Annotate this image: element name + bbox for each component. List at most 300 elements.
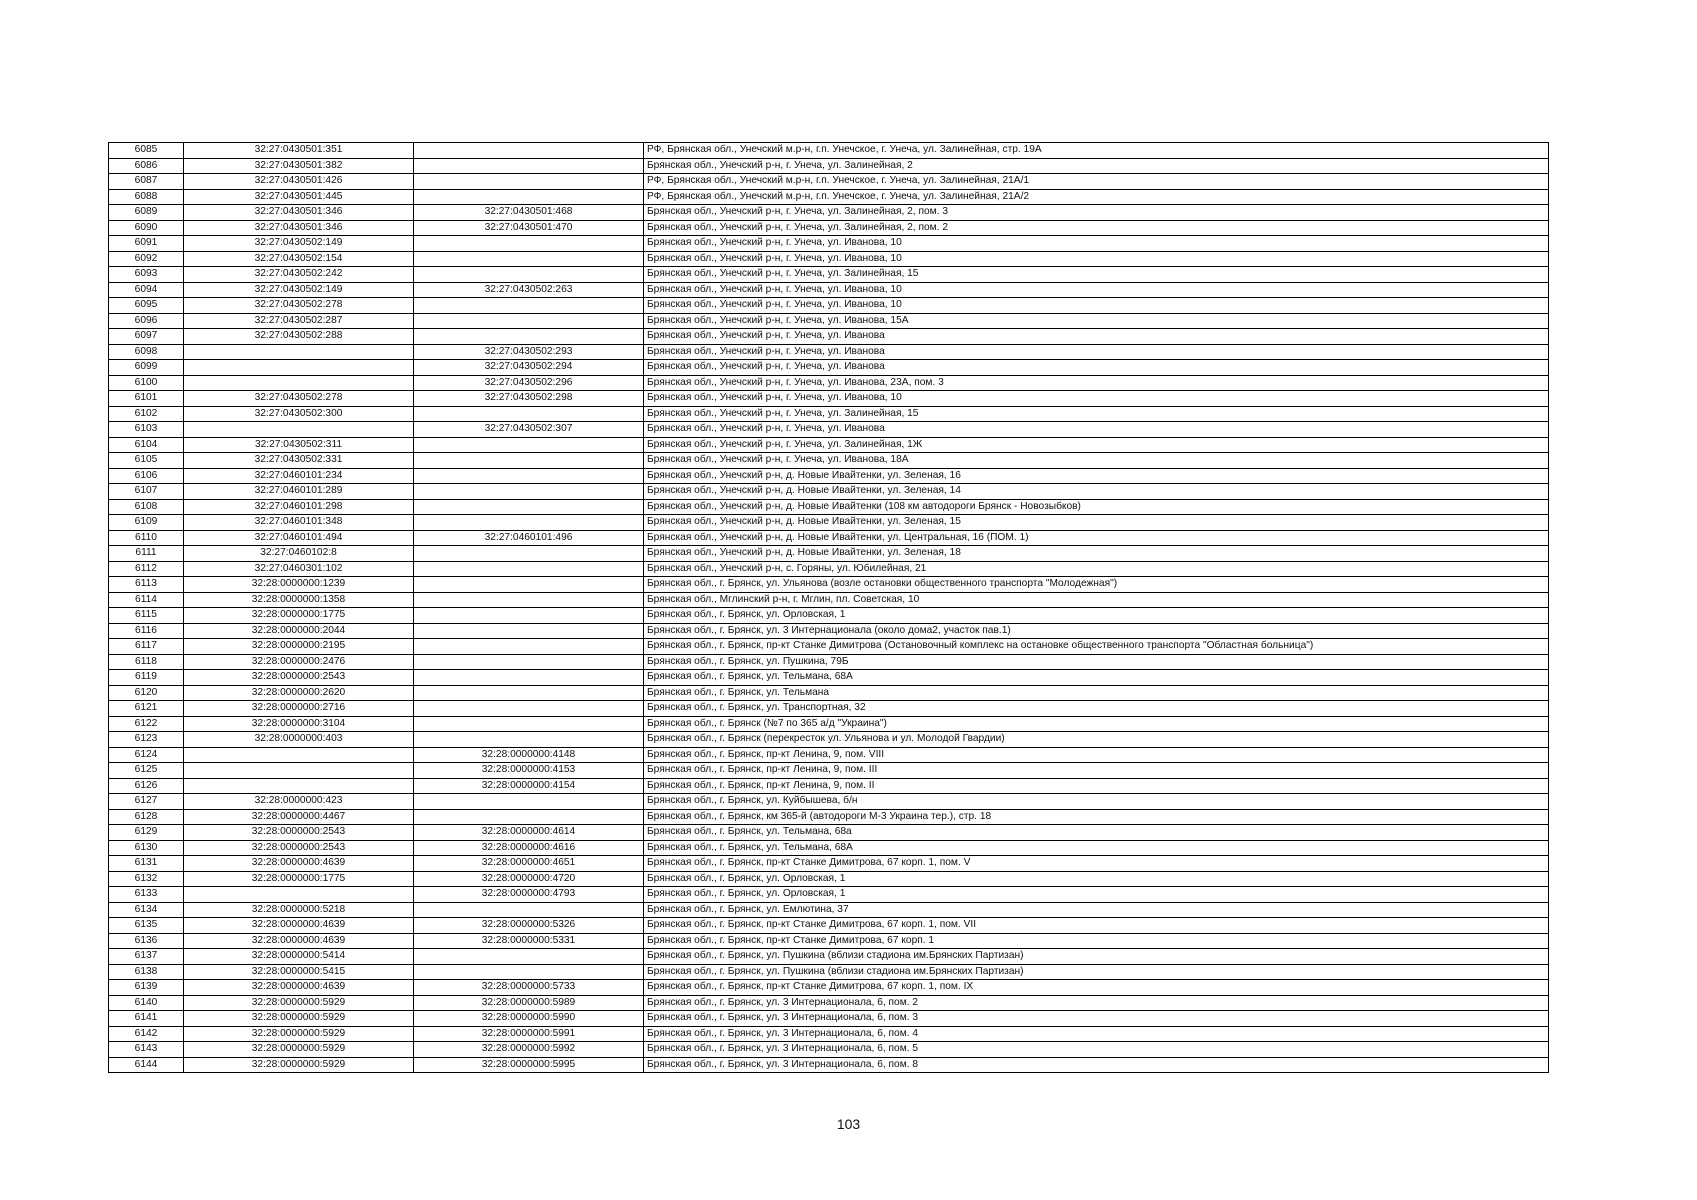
cadastral-number-cell: 32:27:0460101:348: [184, 515, 414, 531]
table-row: [109, 282, 1549, 298]
object-number-cell: [414, 701, 644, 717]
cadastral-number-cell: 32:28:0000000:5929: [184, 1011, 414, 1027]
row-number-cell: 6106: [109, 468, 184, 484]
object-number-cell: 32:27:0430502:307: [414, 422, 644, 438]
table-row: [109, 887, 1549, 903]
table-row: [109, 995, 1549, 1011]
cadastral-number-cell: 32:27:0460101:234: [184, 468, 414, 484]
table-row: [109, 871, 1549, 887]
address-cell: Брянская обл., г. Брянск, пр-кт Станке Димитрова, 67 корп. 1, пом. IX: [644, 980, 1549, 996]
row-number-cell: 6139: [109, 980, 184, 996]
table-row: [109, 701, 1549, 717]
row-number-cell: 6114: [109, 592, 184, 608]
row-number-cell: 6138: [109, 964, 184, 980]
row-number-cell: 6116: [109, 623, 184, 639]
cadastral-number-cell: 32:27:0430502:331: [184, 453, 414, 469]
table-row: [109, 856, 1549, 872]
row-number-cell: 6095: [109, 298, 184, 314]
address-cell: Брянская обл., Унечский р-н, г. Унеча, ул. Иванова: [644, 422, 1549, 438]
address-cell: Брянская обл., Унечский р-н, г. Унеча, ул. Иванова, 10: [644, 236, 1549, 252]
object-number-cell: [414, 964, 644, 980]
row-number-cell: 6111: [109, 546, 184, 562]
row-number-cell: 6112: [109, 561, 184, 577]
object-number-cell: [414, 267, 644, 283]
table-row: [109, 918, 1549, 934]
table-row: [109, 716, 1549, 732]
address-cell: Брянская обл., Мглинский р-н, г. Мглин, пл. Советская, 10: [644, 592, 1549, 608]
object-number-cell: [414, 654, 644, 670]
address-cell: Брянская обл., Унечский р-н, г. Унеча, ул. Иванова, 15А: [644, 313, 1549, 329]
table-row: [109, 949, 1549, 965]
object-number-cell: [414, 251, 644, 267]
table-row: [109, 1026, 1549, 1042]
object-number-cell: [414, 468, 644, 484]
address-cell: Брянская обл., г. Брянск, ул. Тельмана, 68А: [644, 670, 1549, 686]
object-number-cell: 32:28:0000000:4153: [414, 763, 644, 779]
row-number-cell: 6120: [109, 685, 184, 701]
object-number-cell: [414, 236, 644, 252]
table-row: [109, 794, 1549, 810]
table-row: [109, 840, 1549, 856]
address-cell: Брянская обл., Унечский р-н, г. Унеча, ул. Иванова, 18А: [644, 453, 1549, 469]
address-cell: Брянская обл., г. Брянск, ул. 3 Интернационала, 6, пом. 8: [644, 1057, 1549, 1073]
address-cell: Брянская обл., Унечский р-н, с. Горяны, ул. Юбилейная, 21: [644, 561, 1549, 577]
row-number-cell: 6125: [109, 763, 184, 779]
address-cell: Брянская обл., Унечский р-н, г. Унеча, ул. Залинейная, 1Ж: [644, 437, 1549, 453]
table-row: [109, 902, 1549, 918]
object-number-cell: 32:28:0000000:4614: [414, 825, 644, 841]
address-cell: РФ, Брянская обл., Унечский м.р-н, г.п. Унечское, г. Унеча, ул. Залинейная, 21А/1: [644, 174, 1549, 190]
cadastral-number-cell: [184, 422, 414, 438]
cadastral-number-cell: 32:27:0430502:149: [184, 236, 414, 252]
object-number-cell: [414, 561, 644, 577]
object-number-cell: 32:27:0430501:468: [414, 205, 644, 221]
address-cell: Брянская обл., г. Брянск, пр-кт Станке Димитрова, 67 корп. 1, пом. V: [644, 856, 1549, 872]
cadastral-number-cell: 32:27:0430502:149: [184, 282, 414, 298]
page-number: 103: [836, 1116, 861, 1132]
object-number-cell: [414, 158, 644, 174]
address-cell: Брянская обл., г. Брянск, ул. 3 Интернационала, 6, пом. 4: [644, 1026, 1549, 1042]
row-number-cell: 6117: [109, 639, 184, 655]
address-cell: Брянская обл., г. Брянск, ул. Ульянова (возле остановки общественного транспорта "Молодежная"): [644, 577, 1549, 593]
address-cell: Брянская обл., г. Брянск, ул. 3 Интернационала (около дома2, участок пав.1): [644, 623, 1549, 639]
address-cell: Брянская обл., Унечский р-н, д. Новые Ивайтенки, ул. Зеленая, 16: [644, 468, 1549, 484]
address-cell: Брянская обл., г. Брянск, ул. Тельмана: [644, 685, 1549, 701]
cadastral-number-cell: [184, 763, 414, 779]
cadastral-number-cell: 32:27:0430501:346: [184, 220, 414, 236]
object-number-cell: 32:27:0430502:298: [414, 391, 644, 407]
address-cell: Брянская обл., г. Брянск, ул. Орловская, 1: [644, 608, 1549, 624]
row-number-cell: 6107: [109, 484, 184, 500]
object-number-cell: [414, 313, 644, 329]
row-number-cell: 6089: [109, 205, 184, 221]
object-number-cell: 32:27:0430501:470: [414, 220, 644, 236]
address-cell: Брянская обл., г. Брянск, пр-кт Ленина, 9, пом. VIII: [644, 747, 1549, 763]
object-number-cell: [414, 902, 644, 918]
table-row: [109, 639, 1549, 655]
row-number-cell: 6124: [109, 747, 184, 763]
row-number-cell: 6090: [109, 220, 184, 236]
address-cell: Брянская обл., Унечский р-н, г. Унеча, ул. Иванова: [644, 344, 1549, 360]
cadastral-number-cell: 32:27:0430501:426: [184, 174, 414, 190]
cadastral-number-cell: 32:28:0000000:2476: [184, 654, 414, 670]
object-number-cell: [414, 732, 644, 748]
address-cell: Брянская обл., Унечский р-н, д. Новые Ивайтенки (108 км автодороги Брянск - Новозыбков): [644, 499, 1549, 515]
object-number-cell: 32:27:0430502:294: [414, 360, 644, 376]
object-number-cell: 32:28:0000000:5331: [414, 933, 644, 949]
cadastral-number-cell: 32:28:0000000:1775: [184, 608, 414, 624]
address-cell: Брянская обл., г. Брянск, ул. 3 Интернационала, 6, пом. 3: [644, 1011, 1549, 1027]
object-number-cell: 32:28:0000000:4651: [414, 856, 644, 872]
cadastral-number-cell: 32:28:0000000:4639: [184, 933, 414, 949]
table-row: [109, 623, 1549, 639]
object-number-cell: 32:28:0000000:5992: [414, 1042, 644, 1058]
table-row: [109, 825, 1549, 841]
table-row: [109, 778, 1549, 794]
object-number-cell: 32:28:0000000:5990: [414, 1011, 644, 1027]
address-cell: Брянская обл., Унечский р-н, г. Унеча, ул. Залинейная, 15: [644, 267, 1549, 283]
cadastral-number-cell: [184, 375, 414, 391]
cadastral-number-cell: 32:28:0000000:2543: [184, 670, 414, 686]
row-number-cell: 6110: [109, 530, 184, 546]
cadastral-number-cell: 32:28:0000000:2543: [184, 840, 414, 856]
row-number-cell: 6130: [109, 840, 184, 856]
cadastral-number-cell: 32:27:0460101:289: [184, 484, 414, 500]
table-row: [109, 1042, 1549, 1058]
address-cell: Брянская обл., Унечский р-н, г. Унеча, ул. Залинейная, 15: [644, 406, 1549, 422]
table-row: [109, 422, 1549, 438]
table-row: [109, 406, 1549, 422]
table-row: [109, 220, 1549, 236]
cadastral-number-cell: 32:27:0460101:494: [184, 530, 414, 546]
object-number-cell: [414, 592, 644, 608]
table-row: [109, 251, 1549, 267]
table-row: [109, 747, 1549, 763]
cadastral-number-cell: 32:28:0000000:2044: [184, 623, 414, 639]
address-cell: Брянская обл., г. Брянск, ул. Орловская, 1: [644, 871, 1549, 887]
table-row: [109, 375, 1549, 391]
row-number-cell: 6132: [109, 871, 184, 887]
table-row: [109, 499, 1549, 515]
address-cell: Брянская обл., г. Брянск, пр-кт Ленина, 9, пом. III: [644, 763, 1549, 779]
cadastral-number-cell: 32:27:0460301:102: [184, 561, 414, 577]
row-number-cell: 6126: [109, 778, 184, 794]
address-cell: Брянская обл., г. Брянск, пр-кт Станке Димитрова, 67 корп. 1: [644, 933, 1549, 949]
address-cell: Брянская обл., г. Брянск, ул. Орловская, 1: [644, 887, 1549, 903]
table-row: [109, 158, 1549, 174]
row-number-cell: 6118: [109, 654, 184, 670]
cadastral-number-cell: 32:28:0000000:4639: [184, 980, 414, 996]
object-number-cell: [414, 437, 644, 453]
table-row: [109, 391, 1549, 407]
object-number-cell: [414, 143, 644, 159]
table-row: [109, 484, 1549, 500]
table-row: [109, 298, 1549, 314]
table-row: [109, 267, 1549, 283]
table-row: [109, 933, 1549, 949]
address-cell: Брянская обл., г. Брянск, км 365-й (автодороги М-3 Украина тер.), стр. 18: [644, 809, 1549, 825]
table-row: [109, 174, 1549, 190]
object-number-cell: 32:28:0000000:4148: [414, 747, 644, 763]
row-number-cell: 6143: [109, 1042, 184, 1058]
row-number-cell: 6091: [109, 236, 184, 252]
table-row: [109, 236, 1549, 252]
object-number-cell: 32:28:0000000:4720: [414, 871, 644, 887]
object-number-cell: [414, 189, 644, 205]
cadastral-number-cell: 32:28:0000000:2620: [184, 685, 414, 701]
table-row: [109, 685, 1549, 701]
row-number-cell: 6096: [109, 313, 184, 329]
table-row: [109, 143, 1549, 159]
cadastral-number-cell: 32:28:0000000:5218: [184, 902, 414, 918]
address-cell: Брянская обл., г. Брянск, пр-кт Станке Димитрова (Остановочный комплекс на остановке общественного транспорта "Областная больница"): [644, 639, 1549, 655]
row-number-cell: 6103: [109, 422, 184, 438]
cadastral-number-cell: 32:27:0430502:278: [184, 298, 414, 314]
address-cell: Брянская обл., Унечский р-н, г. Унеча, ул. Иванова: [644, 329, 1549, 345]
table-row: [109, 608, 1549, 624]
row-number-cell: 6122: [109, 716, 184, 732]
object-number-cell: 32:28:0000000:4793: [414, 887, 644, 903]
row-number-cell: 6137: [109, 949, 184, 965]
address-cell: Брянская обл., Унечский р-н, г. Унеча, ул. Залинейная, 2, пом. 2: [644, 220, 1549, 236]
row-number-cell: 6086: [109, 158, 184, 174]
object-number-cell: [414, 639, 644, 655]
address-cell: Брянская обл., Унечский р-н, г. Унеча, ул. Иванова, 23А, пом. 3: [644, 375, 1549, 391]
cadastral-number-cell: [184, 778, 414, 794]
table-row: [109, 313, 1549, 329]
table-row: [109, 546, 1549, 562]
object-number-cell: [414, 499, 644, 515]
object-number-cell: [414, 685, 644, 701]
address-cell: Брянская обл., Унечский р-н, д. Новые Ивайтенки, ул. Зеленая, 15: [644, 515, 1549, 531]
cadastral-number-cell: 32:28:0000000:5929: [184, 1042, 414, 1058]
address-cell: Брянская обл., Унечский р-н, г. Унеча, ул. Залинейная, 2: [644, 158, 1549, 174]
row-number-cell: 6142: [109, 1026, 184, 1042]
row-number-cell: 6105: [109, 453, 184, 469]
address-cell: Брянская обл., Унечский р-н, г. Унеча, ул. Иванова: [644, 360, 1549, 376]
row-number-cell: 6104: [109, 437, 184, 453]
object-number-cell: 32:27:0430502:296: [414, 375, 644, 391]
address-cell: Брянская обл., Унечский р-н, г. Унеча, ул. Иванова, 10: [644, 251, 1549, 267]
cadastral-number-cell: 32:28:0000000:4639: [184, 856, 414, 872]
cadastral-number-cell: [184, 887, 414, 903]
cadastral-number-cell: [184, 344, 414, 360]
table-row: [109, 205, 1549, 221]
object-number-cell: [414, 484, 644, 500]
address-cell: Брянская обл., г. Брянск, ул. 3 Интернационала, 6, пом. 5: [644, 1042, 1549, 1058]
table-row: [109, 592, 1549, 608]
object-number-cell: 32:28:0000000:5733: [414, 980, 644, 996]
address-cell: Брянская обл., г. Брянск, ул. Тельмана, 68А: [644, 840, 1549, 856]
object-number-cell: 32:27:0430502:263: [414, 282, 644, 298]
object-number-cell: 32:28:0000000:5326: [414, 918, 644, 934]
object-number-cell: [414, 577, 644, 593]
object-number-cell: 32:28:0000000:5995: [414, 1057, 644, 1073]
address-cell: Брянская обл., Унечский р-н, г. Унеча, ул. Иванова, 10: [644, 391, 1549, 407]
address-cell: Брянская обл., г. Брянск, ул. Пушкина (вблизи стадиона им.Брянских Партизан): [644, 964, 1549, 980]
cadastral-number-cell: 32:27:0460102:8: [184, 546, 414, 562]
row-number-cell: 6141: [109, 1011, 184, 1027]
row-number-cell: 6098: [109, 344, 184, 360]
row-number-cell: 6115: [109, 608, 184, 624]
row-number-cell: 6121: [109, 701, 184, 717]
row-number-cell: 6101: [109, 391, 184, 407]
object-number-cell: [414, 608, 644, 624]
object-number-cell: 32:28:0000000:5991: [414, 1026, 644, 1042]
object-number-cell: [414, 406, 644, 422]
address-cell: Брянская обл., г. Брянск, ул. Тельмана, 68а: [644, 825, 1549, 841]
table-row: [109, 344, 1549, 360]
address-cell: Брянская обл., г. Брянск, ул. Транспортная, 32: [644, 701, 1549, 717]
object-number-cell: [414, 794, 644, 810]
cadastral-number-cell: 32:28:0000000:5415: [184, 964, 414, 980]
cadastral-number-cell: 32:28:0000000:5929: [184, 1057, 414, 1073]
cadastral-number-cell: 32:28:0000000:1775: [184, 871, 414, 887]
cadastral-number-cell: 32:27:0430502:154: [184, 251, 414, 267]
cadastral-number-cell: [184, 360, 414, 376]
row-number-cell: 6087: [109, 174, 184, 190]
table-row: [109, 329, 1549, 345]
row-number-cell: 6088: [109, 189, 184, 205]
cadastral-number-cell: 32:28:0000000:1358: [184, 592, 414, 608]
row-number-cell: 6134: [109, 902, 184, 918]
cadastral-number-cell: 32:28:0000000:4467: [184, 809, 414, 825]
table-row: [109, 360, 1549, 376]
address-cell: РФ, Брянская обл., Унечский м.р-н, г.п. Унечское, г. Унеча, ул. Залинейная, 21А/2: [644, 189, 1549, 205]
cadastral-number-cell: 32:27:0430502:300: [184, 406, 414, 422]
object-number-cell: [414, 515, 644, 531]
cadastral-number-cell: 32:28:0000000:5929: [184, 1026, 414, 1042]
cadastral-number-cell: 32:28:0000000:5414: [184, 949, 414, 965]
object-number-cell: [414, 174, 644, 190]
table-row: [109, 468, 1549, 484]
row-number-cell: 6128: [109, 809, 184, 825]
cadastral-number-cell: 32:28:0000000:2716: [184, 701, 414, 717]
row-number-cell: 6109: [109, 515, 184, 531]
cadastral-number-cell: 32:28:0000000:403: [184, 732, 414, 748]
object-number-cell: 32:27:0460101:496: [414, 530, 644, 546]
address-cell: Брянская обл., Унечский р-н, д. Новые Ивайтенки, ул. Зеленая, 14: [644, 484, 1549, 500]
cadastral-number-cell: 32:28:0000000:4639: [184, 918, 414, 934]
row-number-cell: 6127: [109, 794, 184, 810]
address-cell: Брянская обл., Унечский р-н, г. Унеча, ул. Иванова, 10: [644, 298, 1549, 314]
row-number-cell: 6135: [109, 918, 184, 934]
address-cell: РФ, Брянская обл., Унечский м.р-н, г.п. Унечское, г. Унеча, ул. Залинейная, стр. 19А: [644, 143, 1549, 159]
cadastral-number-cell: 32:27:0430501:445: [184, 189, 414, 205]
address-cell: Брянская обл., г. Брянск, ул. Емлютина, 37: [644, 902, 1549, 918]
table-row: [109, 654, 1549, 670]
row-number-cell: 6144: [109, 1057, 184, 1073]
row-number-cell: 6093: [109, 267, 184, 283]
cadastral-number-cell: 32:28:0000000:1239: [184, 577, 414, 593]
cadastral-number-cell: 32:28:0000000:2543: [184, 825, 414, 841]
cadastral-number-cell: 32:28:0000000:5929: [184, 995, 414, 1011]
cadastral-number-cell: 32:27:0430501:382: [184, 158, 414, 174]
address-cell: Брянская обл., г. Брянск, пр-кт Ленина, 9, пом. II: [644, 778, 1549, 794]
cadastral-number-cell: 32:27:0430502:242: [184, 267, 414, 283]
row-number-cell: 6100: [109, 375, 184, 391]
object-number-cell: [414, 716, 644, 732]
address-cell: Брянская обл., г. Брянск, пр-кт Станке Димитрова, 67 корп. 1, пом. VII: [644, 918, 1549, 934]
table-row: [109, 515, 1549, 531]
row-number-cell: 6099: [109, 360, 184, 376]
table-row: [109, 561, 1549, 577]
object-number-cell: 32:27:0430502:293: [414, 344, 644, 360]
cadastral-number-cell: 32:27:0430501:351: [184, 143, 414, 159]
cadastral-number-cell: 32:28:0000000:2195: [184, 639, 414, 655]
table-row: [109, 732, 1549, 748]
row-number-cell: 6085: [109, 143, 184, 159]
cadastral-number-cell: 32:27:0430502:278: [184, 391, 414, 407]
row-number-cell: 6119: [109, 670, 184, 686]
address-cell: Брянская обл., Унечский р-н, д. Новые Ивайтенки, ул. Зеленая, 18: [644, 546, 1549, 562]
row-number-cell: 6097: [109, 329, 184, 345]
table-row: [109, 530, 1549, 546]
registry-table-body: [109, 143, 1549, 1073]
object-number-cell: [414, 949, 644, 965]
cadastral-number-cell: 32:28:0000000:423: [184, 794, 414, 810]
table-row: [109, 577, 1549, 593]
table-row: [109, 1057, 1549, 1073]
cadastral-number-cell: 32:27:0430502:288: [184, 329, 414, 345]
cadastral-number-cell: 32:27:0430502:311: [184, 437, 414, 453]
address-cell: Брянская обл., Унечский р-н, г. Унеча, ул. Иванова, 10: [644, 282, 1549, 298]
object-number-cell: [414, 623, 644, 639]
table-row: [109, 809, 1549, 825]
table-row: [109, 189, 1549, 205]
object-number-cell: [414, 546, 644, 562]
row-number-cell: 6102: [109, 406, 184, 422]
registry-table: [108, 142, 1549, 1073]
table-row: [109, 670, 1549, 686]
table-row: [109, 763, 1549, 779]
table-row: [109, 453, 1549, 469]
address-cell: Брянская обл., Унечский р-н, д. Новые Ивайтенки, ул. Центральная, 16 (ПОМ. 1): [644, 530, 1549, 546]
row-number-cell: 6094: [109, 282, 184, 298]
row-number-cell: 6133: [109, 887, 184, 903]
row-number-cell: 6140: [109, 995, 184, 1011]
address-cell: Брянская обл., Унечский р-н, г. Унеча, ул. Залинейная, 2, пом. 3: [644, 205, 1549, 221]
object-number-cell: 32:28:0000000:5989: [414, 995, 644, 1011]
table-row: [109, 437, 1549, 453]
address-cell: Брянская обл., г. Брянск, ул. Пушкина, 79Б: [644, 654, 1549, 670]
object-number-cell: [414, 670, 644, 686]
object-number-cell: [414, 298, 644, 314]
row-number-cell: 6113: [109, 577, 184, 593]
object-number-cell: [414, 809, 644, 825]
address-cell: Брянская обл., г. Брянск, ул. 3 Интернационала, 6, пом. 2: [644, 995, 1549, 1011]
table-row: [109, 964, 1549, 980]
object-number-cell: [414, 453, 644, 469]
object-number-cell: 32:28:0000000:4616: [414, 840, 644, 856]
table-row: [109, 1011, 1549, 1027]
row-number-cell: 6131: [109, 856, 184, 872]
row-number-cell: 6129: [109, 825, 184, 841]
cadastral-number-cell: 32:27:0430501:346: [184, 205, 414, 221]
object-number-cell: [414, 329, 644, 345]
cadastral-number-cell: [184, 747, 414, 763]
row-number-cell: 6092: [109, 251, 184, 267]
address-cell: Брянская обл., г. Брянск, ул. Куйбышева, б/н: [644, 794, 1549, 810]
cadastral-number-cell: 32:28:0000000:3104: [184, 716, 414, 732]
cadastral-number-cell: 32:27:0460101:298: [184, 499, 414, 515]
address-cell: Брянская обл., г. Брянск, ул. Пушкина (вблизи стадиона им.Брянских Партизан): [644, 949, 1549, 965]
row-number-cell: 6136: [109, 933, 184, 949]
object-number-cell: 32:28:0000000:4154: [414, 778, 644, 794]
table-row: [109, 980, 1549, 996]
address-cell: Брянская обл., г. Брянск (перекресток ул. Ульянова и ул. Молодой Гвардии): [644, 732, 1549, 748]
address-cell: Брянская обл., г. Брянск (№7 по 365 а/д "Украина"): [644, 716, 1549, 732]
